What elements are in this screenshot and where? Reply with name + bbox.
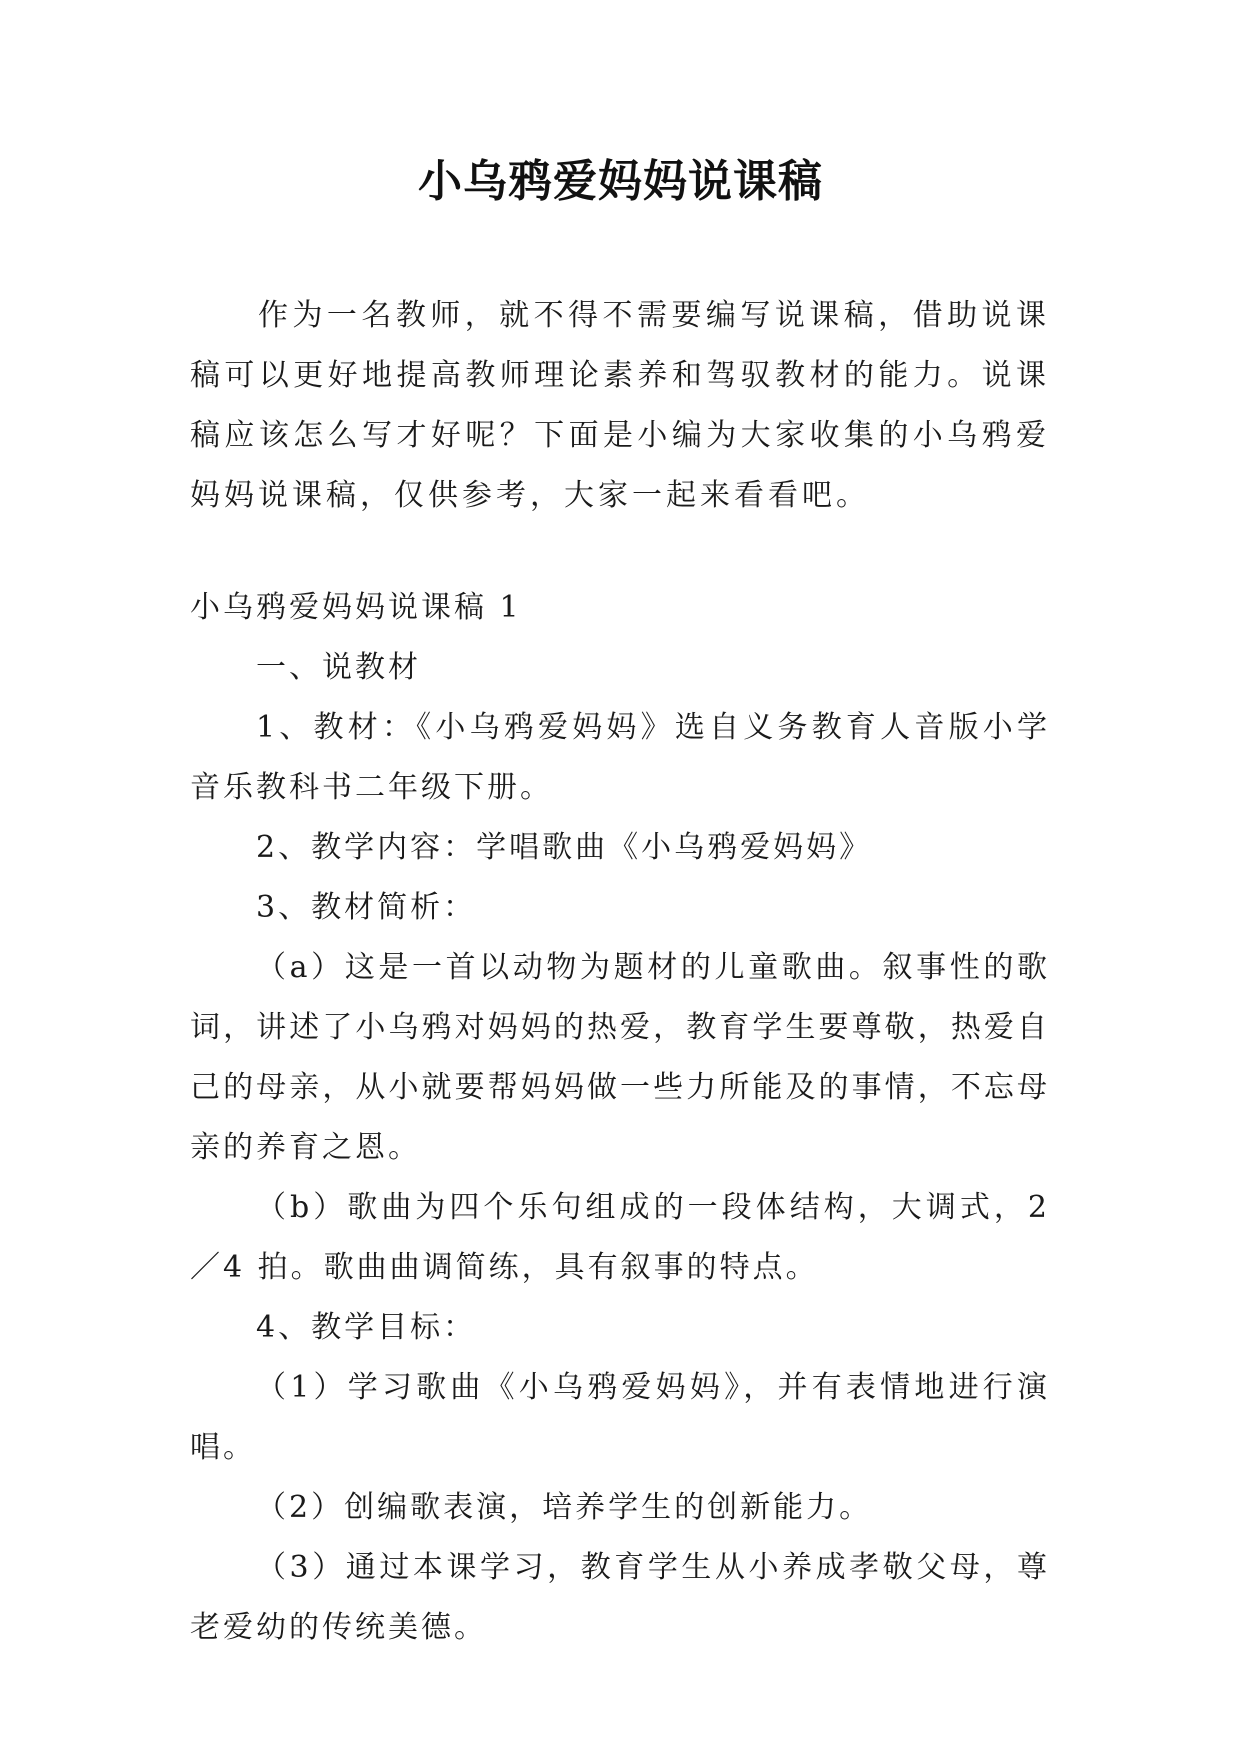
heading-jiaocai-jianxi: 3、教材简析： <box>256 890 477 925</box>
paragraph-goal-3: （3）通过本课学习，教育学生从小养成孝敬父母，尊老爱幼的传统美德。 <box>190 1550 1050 1645</box>
heading-jiaoxue-mubiao: 4、教学目标： <box>256 1310 477 1345</box>
intro-paragraph: 作为一名教师，就不得不需要编写说课稿，借助说课稿可以更好地提高教师理论素养和驾驭教材的能力。说课稿应该怎么写才好呢？下面是小编为大家收集的小乌鸦爱妈妈说课稿，仅供参考，大家一起来看看吧。 <box>190 298 1050 513</box>
paragraph-jiaocai: 1、教材：《小乌鸦爱妈妈》选自义务教育人音版小学音乐教科书二年级下册。 <box>190 710 1050 805</box>
paragraph-jiaoxue-neirong: 2、教学内容：学唱歌曲《小乌鸦爱妈妈》 <box>256 830 873 865</box>
paragraph-analysis-b: （b）歌曲为四个乐句组成的一段体结构，大调式，2／4 拍。歌曲曲调简练，具有叙事的特点。 <box>190 1190 1050 1285</box>
paragraph-analysis-a: （a）这是一首以动物为题材的儿童歌曲。叙事性的歌词，讲述了小乌鸦对妈妈的热爱，教育学生要尊敬，热爱自己的母亲，从小就要帮妈妈做一些力所能及的事情，不忘母亲的养育之恩。 <box>190 950 1050 1165</box>
paragraph-goal-1: （1）学习歌曲《小乌鸦爱妈妈》，并有表情地进行演唱。 <box>190 1370 1050 1465</box>
heading-shuo-jiaocai: 一、说教材 <box>256 650 421 685</box>
section-heading: 小乌鸦爱妈妈说课稿 1 <box>190 590 522 625</box>
document-title: 小乌鸦爱妈妈说课稿 <box>418 156 823 207</box>
paragraph-goal-2: （2）创编歌表演，培养学生的创新能力。 <box>256 1490 873 1525</box>
document-body <box>190 578 1050 1658</box>
